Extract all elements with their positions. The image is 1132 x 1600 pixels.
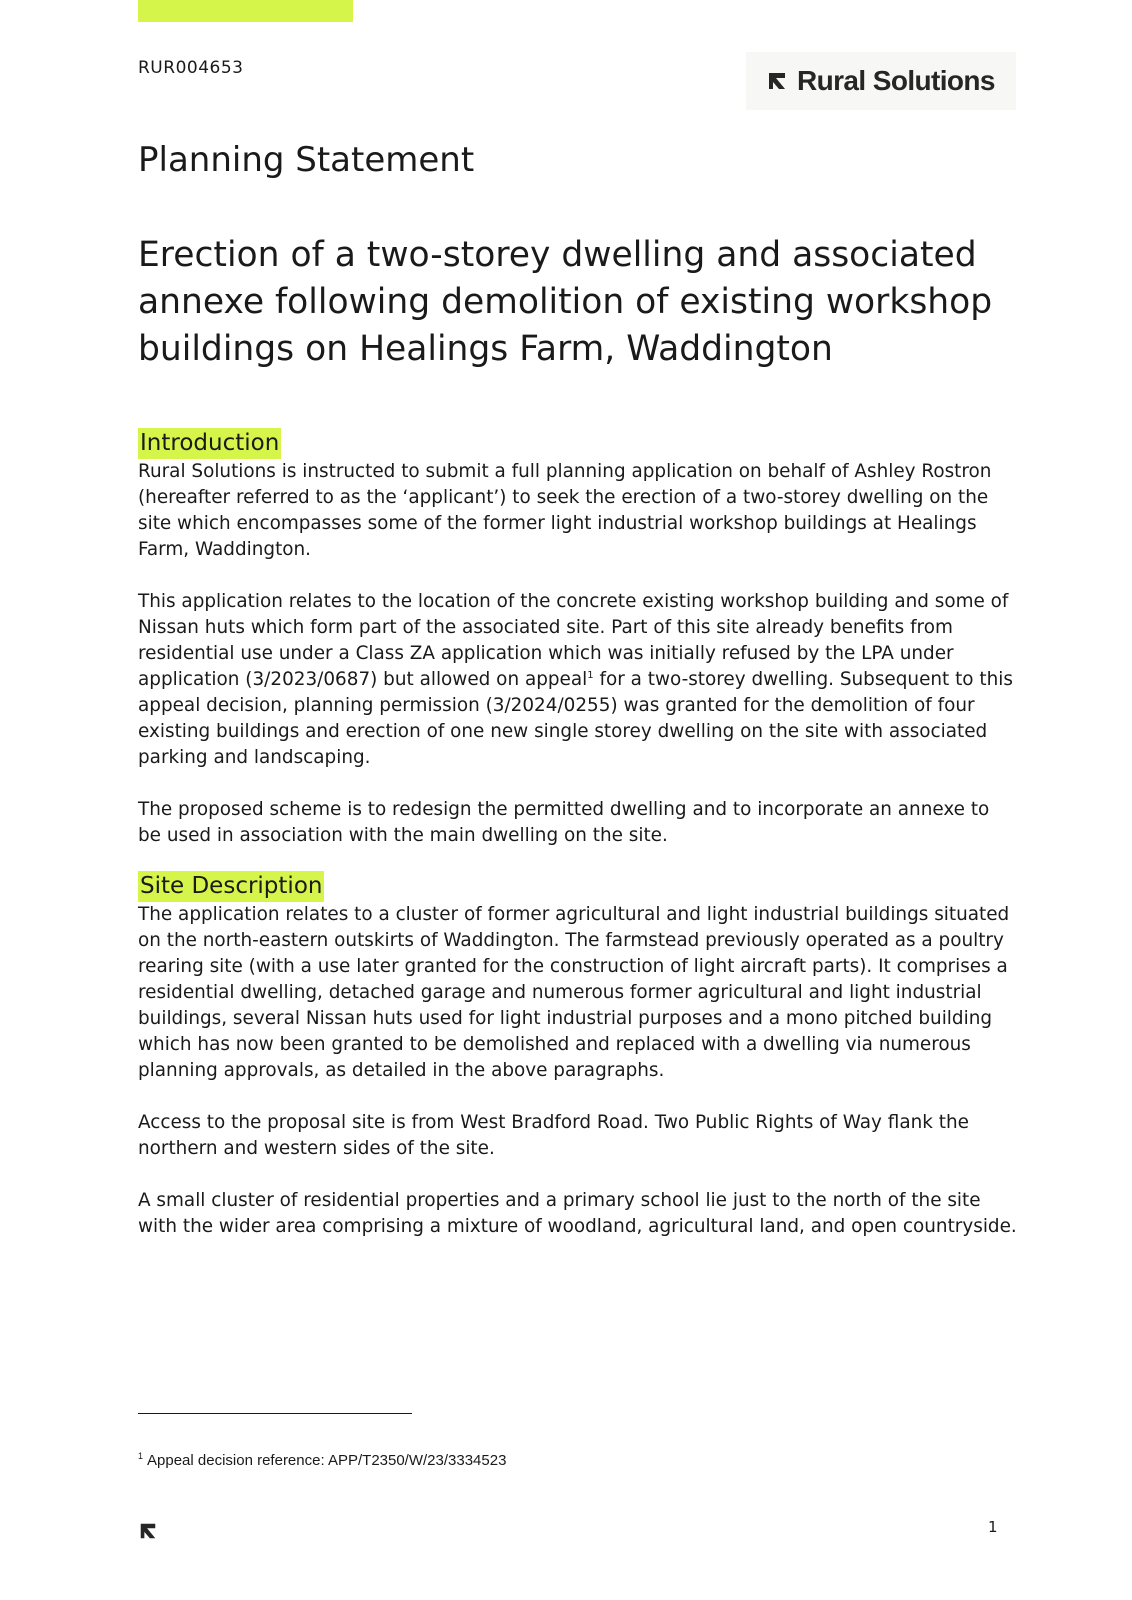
introduction-paragraph-2: [138, 589, 1018, 771]
reference-code: RUR004653: [138, 58, 244, 78]
brand-mark-icon: [766, 70, 788, 92]
footnote-text: Appeal decision reference: APP/T2350/W/23/3334523: [147, 1452, 507, 1469]
introduction-heading: Introduction: [138, 428, 281, 459]
site-description-paragraph-2: Access to the proposal site is from West Bradford Road. Two Public Rights of Way flank the northern and western sides of the site.: [138, 1112, 969, 1159]
page-number: 1: [988, 1518, 998, 1536]
footnote-mark: 1: [138, 1451, 144, 1461]
brand-name: Rural Solutions: [797, 65, 995, 96]
footnote-divider: [138, 1413, 412, 1414]
footnote: [138, 1451, 506, 1469]
introduction-paragraph-2-part-1: This application relates to the location of the concrete existing workshop building and some of Nissan huts which form part of the associated site. Part of this site already benefits from residential use under a Class ZA application which was initially refused by the LPA under application (3/2023/0687) but allowed on appeal: [138, 591, 1009, 690]
site-description-paragraph-3: A small cluster of residential properties and a primary school lie just to the north of the site with the wider area comprising a mixture of woodland, agricultural land, and open countryside.: [138, 1190, 1017, 1237]
introduction-paragraph-2-part-2: for a two-storey dwelling. Subsequent to this appeal decision, planning permission (3/2024/0255) was granted for the demolition of four existing buildings and erection of one new single storey dwelling on the site with associated parking and landscaping.: [138, 669, 1013, 768]
brand-logo: [746, 52, 1016, 110]
site-description-paragraph-1: The application relates to a cluster of former agricultural and light industrial buildings situated on the north-eastern outskirts of Waddington. The farmstead previously operated as a poultry rearing site (with a use later granted for the construction of light aircraft parts). It comprises a residential dwelling, detached garage and numerous former agricultural and light industrial buildings, several Nissan huts used for light industrial purposes and a mono pitched building which has now been granted to be demolished and replaced with a dwelling via numerous planning approvals, as detailed in the above paragraphs.: [138, 904, 1010, 1081]
introduction-paragraph-1: Rural Solutions is instructed to submit a full planning application on behalf of Ashley Rostron (hereafter referred to as the ‘applicant’) to seek the erection of a two-storey dwelling on the site which encompasses some of the former light industrial workshop buildings at Healings Farm, Waddington.: [138, 461, 992, 560]
document-title: Erection of a two-storey dwelling and associated annexe following demolition of existing workshop buildings on Healings Farm, Waddington: [138, 235, 993, 369]
document-type: Planning Statement: [138, 140, 475, 180]
main-content: [138, 428, 1018, 1266]
site-description-heading: Site Description: [138, 871, 324, 902]
footer-brand-mark-icon: [138, 1521, 158, 1545]
accent-bar: [138, 0, 353, 22]
introduction-paragraph-3: The proposed scheme is to redesign the permitted dwelling and to incorporate an annexe to be used in association with the main dwelling on the site.: [138, 799, 990, 846]
footnote-reference-mark[interactable]: 1: [587, 669, 594, 681]
